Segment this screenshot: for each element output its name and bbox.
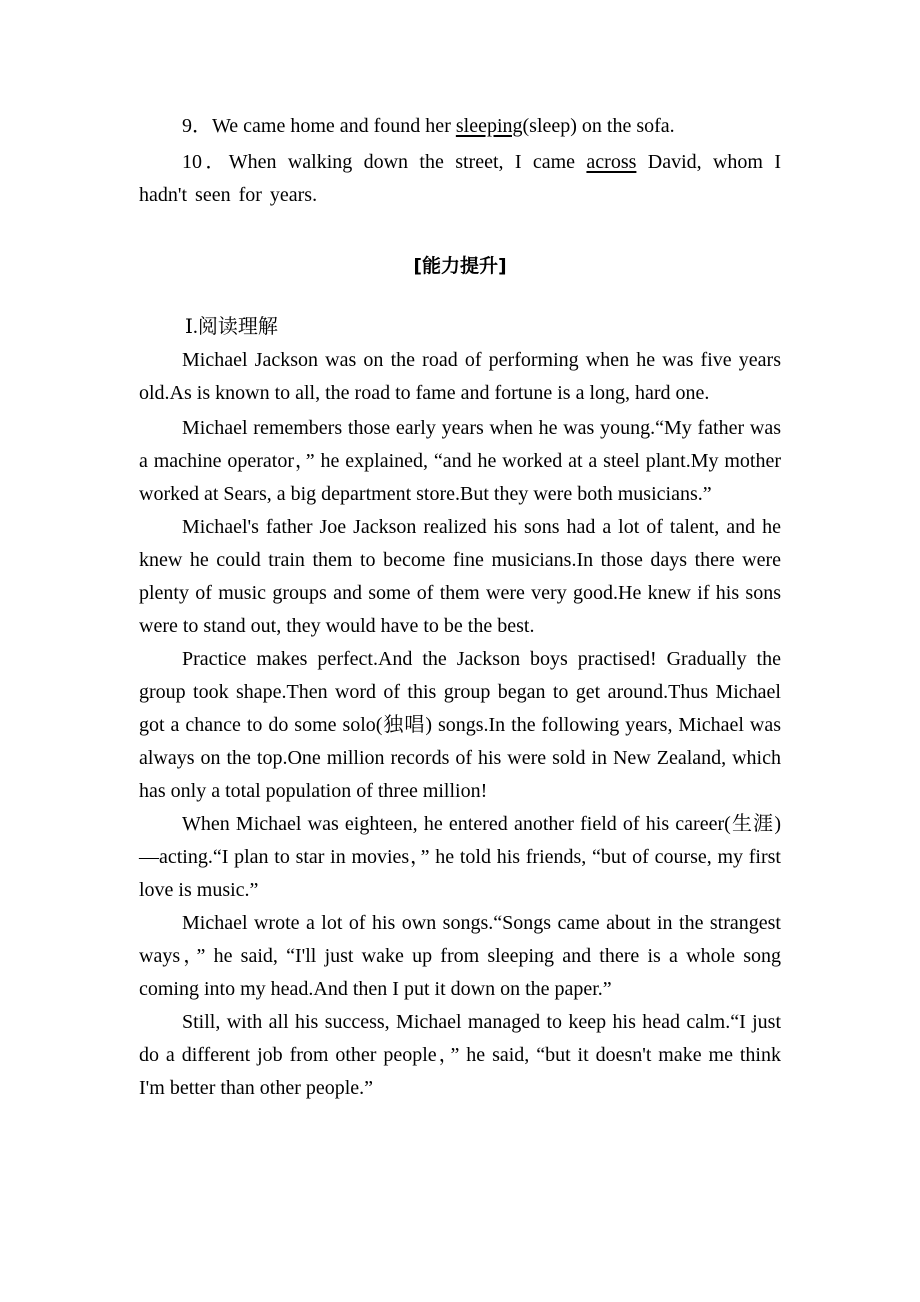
document-page xyxy=(139,110,781,1105)
paragraph: When Michael was eighteen, he entered another field of his career(生涯)—acting.“I plan to star in movies，” he told his friends, “but of course, my first love is music.” xyxy=(139,813,781,901)
exercise-number: 9． xyxy=(182,115,212,137)
exercise-answer: across xyxy=(586,151,637,173)
exercise-text-before: When walking down the street, I came xyxy=(228,151,587,173)
paragraph: Michael Jackson was on the road of performing when he was five years old.As is known to all, the road to fame and fortune is a long, hard one. xyxy=(139,349,781,404)
exercise-text-after: David, whom I hadn't seen for years. xyxy=(139,151,782,206)
part-title: Ⅰ.阅读理解 xyxy=(185,316,278,338)
paragraph: Still, with all his success, Michael managed to keep his head calm.“I just do a different job from other people，” he said, “but it doesn't make me think I'm better than other people.” xyxy=(139,1011,781,1099)
exercise-number: 10． xyxy=(182,151,229,173)
paragraph: Practice makes perfect.And the Jackson boys practised! Gradually the group took shape.Then word of this group began to get around.Thus Michael got a chance to do some solo(独唱) songs.In the following years, Michael was always on the top.One million records of his were sold in New Zealand, which has only a total population of three million! xyxy=(139,648,781,802)
section-title: [能力提升] xyxy=(413,255,507,277)
exercise-9 xyxy=(139,110,781,143)
exercise-text-after: (sleep) on the sofa. xyxy=(522,115,675,137)
exercise-10 xyxy=(139,146,781,212)
exercise-answer: sleeping xyxy=(455,115,523,137)
paragraph: Michael's father Joe Jackson realized his sons had a lot of talent, and he knew he could train them to become fine musicians.In those days there were plenty of music groups and some of them were very good.He knew if his sons were to stand out, they would have to be the best. xyxy=(139,516,781,637)
paragraph: Michael wrote a lot of his own songs.“Songs came about in the strangest ways，” he said, “I'll just wake up from sleeping and there is a whole song coming into my head.And then I put it down on the paper.” xyxy=(139,912,781,1000)
paragraph: Michael remembers those early years when he was young.“My father was a machine operator，” he explained, “and he worked at a steel plant.My mother worked at Sears, a big department store.But they were both musicians.” xyxy=(139,417,781,505)
exercise-text-before: We came home and found her xyxy=(212,115,456,137)
